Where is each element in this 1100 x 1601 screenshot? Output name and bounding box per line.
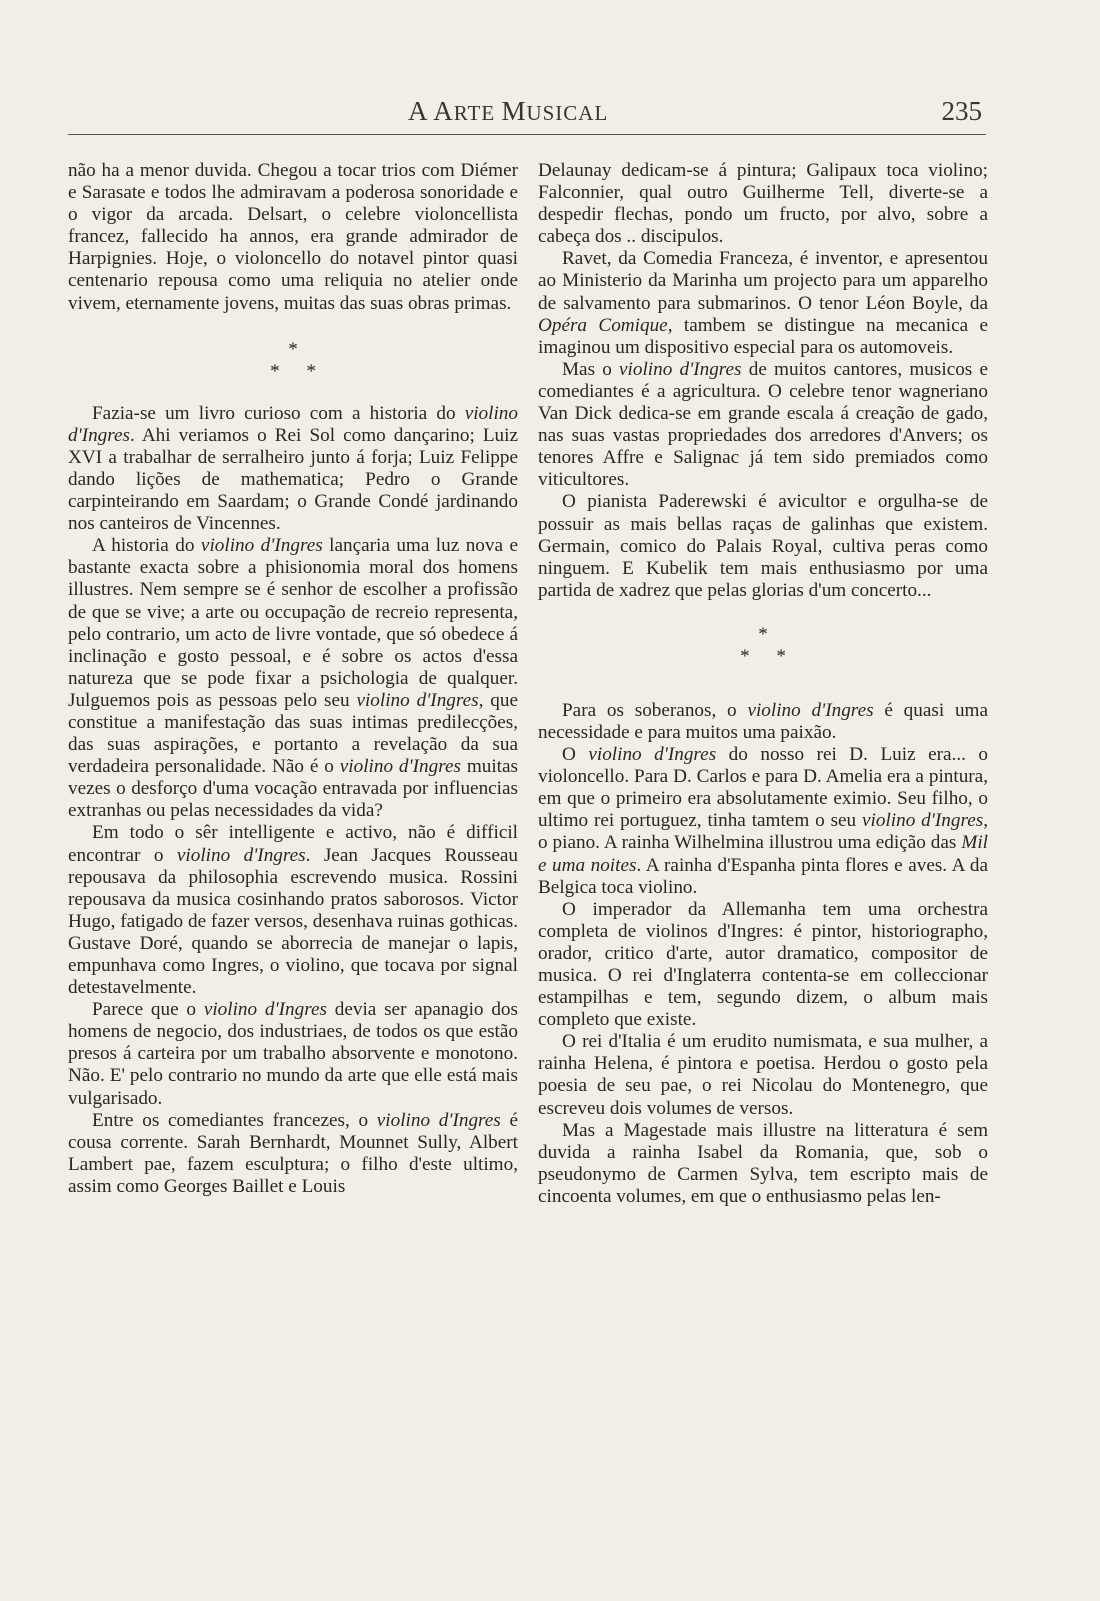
paragraph xyxy=(538,359,988,492)
text-run: de muitos cantores, musicos e comediantes é a agricultura. O celebre tenor wagneriano Van Dick dedica-se em grande escala á creação de gado, nas suas vastas propriedades dos arredores d'Anvers; os tenores Affre e Salignac já tem sido premiados como viticultores. xyxy=(538,358,988,491)
text-run: devia ser apanagio dos homens de negocio, dos industriaes, de todos os que estão presos á carteira por um trabalho absorvente e monotono. Não. E' pelo contrario no mundo da arte que elle está mais vulgarisado. xyxy=(68,999,518,1109)
text-run: O xyxy=(562,744,589,766)
text-run: . A rainha d'Espanha pinta flores e aves. A da Belgica toca violino. xyxy=(538,854,988,898)
text-run: O rei d'Italia é um erudito numismata, e sua mulher, a rainha Helena, é pintora e poetisa. Herdou o gosto pela poesia de seu pae, o rei Nicolau do Montenegro, que escreveu dois volumes de versos. xyxy=(538,1031,988,1119)
text-run: é quasi uma necessidade e para muitos uma paixão. xyxy=(538,699,988,743)
italic-phrase: violino d'Ingres xyxy=(376,1109,501,1131)
section-separator: * * * xyxy=(270,338,316,382)
italic-phrase: violino d'Ingres xyxy=(176,844,306,866)
journal-title: A ARTE MUSICAL xyxy=(408,96,609,126)
paragraph xyxy=(538,700,988,744)
paragraph xyxy=(68,403,518,536)
text-run: , que constitue a manifestação das suas intimas predilecções, das suas aspirações, e portanto a revelação da sua verdadeira personalidade. Não é o xyxy=(68,689,518,778)
running-header xyxy=(68,92,986,132)
text-run: O pianista Paderewski é avicultor e orgulha-se de possuir as mais bellas raças de galinhas que existem. Germain, comico do Palais Royal, cultiva peras como ninguem. E Kubelik tem mais enthusiasmo por uma partida de xadrez que pelas glorias d'um concerto... xyxy=(538,491,988,601)
text-run: Fazia-se um livro curioso com a historia do xyxy=(92,402,465,424)
paragraph xyxy=(538,160,988,248)
paragraph xyxy=(68,822,518,999)
text-run: do nosso rei D. Luiz era... o violoncello. Para D. Carlos e para D. Amelia era a pintura, em que o primeiro era absolutamente eximio. Seu filho, o ultimo rei portuguez, tinha tamtem o seu xyxy=(538,744,988,832)
text-run: . Ahi veriamos o Rei Sol como dançarino; Luiz XVI a trabalhar de serralheiro junto á forja; Luiz Felippe dando lições de mathematica; Pedro o Grande carpinteirando em Saardam; o Grande Condé jardinando nos canteiros de Vincennes. xyxy=(68,424,518,535)
text-run: Parece que o xyxy=(92,999,204,1021)
text-run: , o piano. A rainha Wilhelmina illustrou uma edição das xyxy=(538,810,988,854)
italic-phrase: violino d'Ingres xyxy=(68,402,518,446)
section-separator: * * * xyxy=(740,623,786,667)
italic-phrase: violino d'Ingres xyxy=(862,810,984,832)
paragraph xyxy=(538,248,988,358)
paragraph xyxy=(68,535,518,822)
page-number: 235 xyxy=(941,96,982,126)
italic-phrase: Opéra Comique xyxy=(538,314,668,336)
italic-phrase: Mil e uma noites xyxy=(538,832,988,876)
paragraph xyxy=(538,491,988,601)
text-run: Ravet, da Comedia Franceza, é inventor, e apresentou ao Ministerio da Marinha um projecto para um apparelho de salvamento para submarinos. O tenor Léon Boyle, da xyxy=(538,248,988,314)
italic-phrase: violino d'Ingres xyxy=(619,358,742,380)
text-run: lançaria uma luz nova e bastante exacta sobre a phisionomia moral dos homens illustres. Nem sempre se é senhor de escolher a profissão de que se vive; a arte ou occupação de recreio representa, pelo contrario, um acto de livre vontade, que só obedece á inclinação e gosto pessoal, e é sobre os actos d'essa natureza que se pode fixar a psichologia de qualquer. Julguemos pois as pessoas pelo seu xyxy=(68,535,518,711)
header-rule xyxy=(68,134,986,135)
italic-phrase: violino d'Ingres xyxy=(200,535,323,557)
text-run: não ha a menor duvida. Chegou a tocar trios com Diémer e Sarasate e todos lhe admiravam a poderosa sonoridade e o vigor da arcada. Delsart, o celebre violoncellista francez, fallecido ha annos, era grande admirador de Harpignies. Hoje, o violoncello do notavel pintor quasi centenario repousa como uma reliquia no atelier onde vivem, eternamente jovens, muitas das suas obras primas. xyxy=(68,160,518,314)
right-column xyxy=(538,160,988,1208)
text-run: Delaunay dedicam-se á pintura; Galipaux toca violino; Falconnier, qual outro Guilherme Tell, diverte-se a despedir flechas, pondo um fructo, por alvo, sobre a cabeça dos .. discipulos. xyxy=(538,160,988,248)
italic-phrase: violino d'Ingres xyxy=(203,999,327,1021)
text-run: Mas a Magestade mais illustre na litteratura é sem duvida a rainha Isabel da Romania, que, sob o pseudonymo de Carmen Sylva, tem escripto mais de cincoenta volumes, em que o enthusiasmo pelas len- xyxy=(538,1119,988,1207)
text-run: muitas vezes o desforço d'uma vocação entravada por influencias extranhas ou pelas necessidades da vida? xyxy=(68,756,518,822)
text-run: é cousa corrente. Sarah Bernhardt, Mounnet Sully, Albert Lambert pae, fazem esculptura; o filho d'este ultimo, assim como Georges Baillet e Louis xyxy=(68,1109,518,1197)
text-run: O imperador da Allemanha tem uma orchestra completa de violinos d'Ingres: é pintor, historiographo, orador, critico d'arte, autor dramatico, compositor de musica. O rei d'Inglaterra contenta-se em colleccionar estampilhas e tem, segundo dizem, o album mais completo que existe. xyxy=(538,898,988,1031)
text-run: . Jean Jacques Rousseau repousava da philosophia escrevendo musica. Rossini repousava da musica cosinhando pratos saborosos. Victor Hugo, fatigado de fazer versos, desenhava ruinas gothicas. Gustave Doré, quando se aborrecia de manejar o lapis, empunhava como Ingres, o violino, que tocava por signal detestavelmente. xyxy=(68,844,518,999)
italic-phrase: violino d'Ingres xyxy=(747,699,874,721)
paragraph xyxy=(68,160,518,315)
left-column xyxy=(68,160,518,1198)
text-run: Para os soberanos, o xyxy=(562,699,748,721)
paragraph xyxy=(68,999,518,1109)
text-run: , tambem se distingue na mecanica e imaginou um dispositivo especial para os automoveis. xyxy=(538,314,989,358)
paragraph xyxy=(538,1031,988,1119)
italic-phrase: violino d'Ingres xyxy=(588,744,717,766)
text-run: Em todo o sêr intelligente e activo, não é difficil encontrar o xyxy=(68,822,518,866)
text-run: Entre os comediantes francezes, o xyxy=(92,1109,377,1131)
paragraph xyxy=(538,744,988,899)
paragraph xyxy=(538,899,988,1032)
text-run: Mas o xyxy=(562,358,620,380)
paragraph xyxy=(538,1120,988,1208)
text-run: A historia do xyxy=(92,535,201,557)
italic-phrase: violino d'Ingres xyxy=(356,689,479,711)
paragraph xyxy=(68,1110,518,1198)
italic-phrase: violino d'Ingres xyxy=(339,756,461,778)
